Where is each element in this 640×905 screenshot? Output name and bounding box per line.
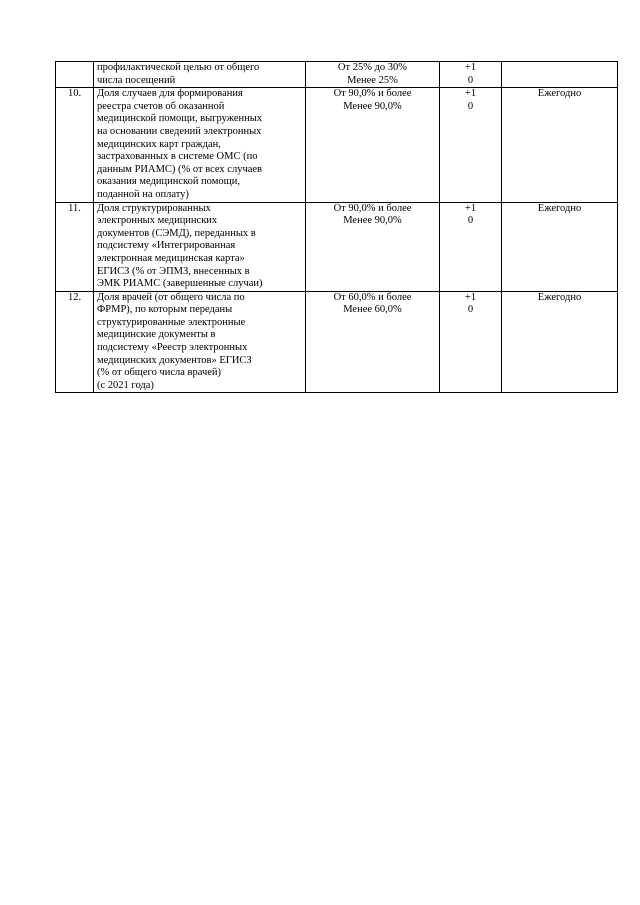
- indicator-name-line: Доля врачей (от общего числа по: [97, 291, 245, 303]
- points-line: +1: [464, 291, 477, 303]
- indicator-name-line: медицинских карт граждан,: [97, 138, 221, 150]
- indicator-name-line: числа посещений: [97, 74, 176, 86]
- indicator-name-line: ЕГИСЗ (% от ЭПМЗ, внесенных в: [97, 265, 250, 277]
- table-row: [56, 88, 618, 202]
- target-value-cell: [306, 291, 440, 393]
- target-value-line: От 90,0% и более: [333, 202, 412, 214]
- indicator-name-line: структурированные электронные: [97, 316, 246, 328]
- indicator-name-line: подсистему «Реестр электронных: [97, 342, 248, 354]
- indicator-name-cell: [94, 88, 306, 202]
- target-value-line: Менее 90,0%: [343, 215, 402, 227]
- indicator-name-line: на основании сведений электронных: [97, 125, 262, 137]
- indicator-name-line: оказания медицинской помощи,: [97, 176, 240, 188]
- indicator-name-line: документов (СЭМД), переданных в: [97, 227, 256, 239]
- points-cell: [440, 291, 502, 393]
- indicator-name-line: профилактической целью от общего: [97, 62, 260, 73]
- criteria-table-body: [56, 62, 618, 393]
- table-row: [56, 62, 618, 88]
- points-line: 0: [467, 215, 474, 227]
- indicator-name-line: реестра счетов об оказанной: [97, 100, 225, 112]
- indicator-name-line: (с 2021 года): [97, 379, 154, 391]
- target-value-cell: [306, 62, 440, 88]
- target-value-cell: [306, 202, 440, 291]
- points-line: 0: [467, 74, 474, 86]
- points-line: 0: [467, 304, 474, 316]
- indicator-name-line: (% от общего числа врачей): [97, 367, 222, 379]
- periodicity-cell: Ежегодно: [502, 202, 618, 291]
- row-number: 11.: [56, 202, 94, 291]
- indicator-name-line: медицинских документов» ЕГИСЗ: [97, 354, 252, 366]
- indicator-name-line: подсистему «Интегрированная: [97, 240, 236, 252]
- points-line: +1: [464, 88, 477, 100]
- indicator-name-line: Доля структурированных: [97, 202, 211, 214]
- points-cell: [440, 62, 502, 88]
- indicator-name-line: ФРМР), по которым переданы: [97, 304, 233, 316]
- points-cell: [440, 202, 502, 291]
- row-number: [56, 62, 94, 88]
- indicator-name-line: медицинские документы в: [97, 329, 216, 341]
- points-cell: [440, 88, 502, 202]
- periodicity-cell: Ежегодно: [502, 88, 618, 202]
- indicator-name-line: поданной на оплату): [97, 188, 189, 200]
- target-value-line: От 60,0% и более: [333, 291, 412, 303]
- indicator-name-line: электронных медицинских: [97, 215, 218, 227]
- table-row: [56, 291, 618, 393]
- target-value-line: Менее 25%: [347, 74, 398, 86]
- indicator-name-line: застрахованных в системе ОМС (по: [97, 151, 258, 163]
- points-line: +1: [464, 62, 477, 73]
- indicator-name-line: данным РИАМС) (% от всех случаев: [97, 163, 263, 175]
- indicator-name-cell: [94, 62, 306, 88]
- target-value-line: Менее 90,0%: [343, 100, 402, 112]
- indicator-name-line: ЭМК РИАМС (завершенные случаи): [97, 278, 263, 290]
- target-value-line: От 90,0% и более: [333, 88, 412, 100]
- periodicity-cell: Ежегодно: [502, 291, 618, 393]
- indicator-name-cell: [94, 202, 306, 291]
- indicator-name-line: медицинской помощи, выгруженных: [97, 113, 263, 125]
- target-value-cell: [306, 88, 440, 202]
- points-line: 0: [467, 100, 474, 112]
- indicator-name-line: Доля случаев для формирования: [97, 88, 243, 100]
- periodicity-cell: [502, 62, 618, 88]
- target-value-line: От 25% до 30%: [337, 62, 408, 73]
- row-number: 12.: [56, 291, 94, 393]
- criteria-table: [55, 61, 618, 393]
- indicator-name-cell: [94, 291, 306, 393]
- points-line: +1: [464, 202, 477, 214]
- table-row: [56, 202, 618, 291]
- indicator-name-line: электронная медицинская карта»: [97, 252, 245, 264]
- target-value-line: Менее 60,0%: [343, 304, 402, 316]
- row-number: 10.: [56, 88, 94, 202]
